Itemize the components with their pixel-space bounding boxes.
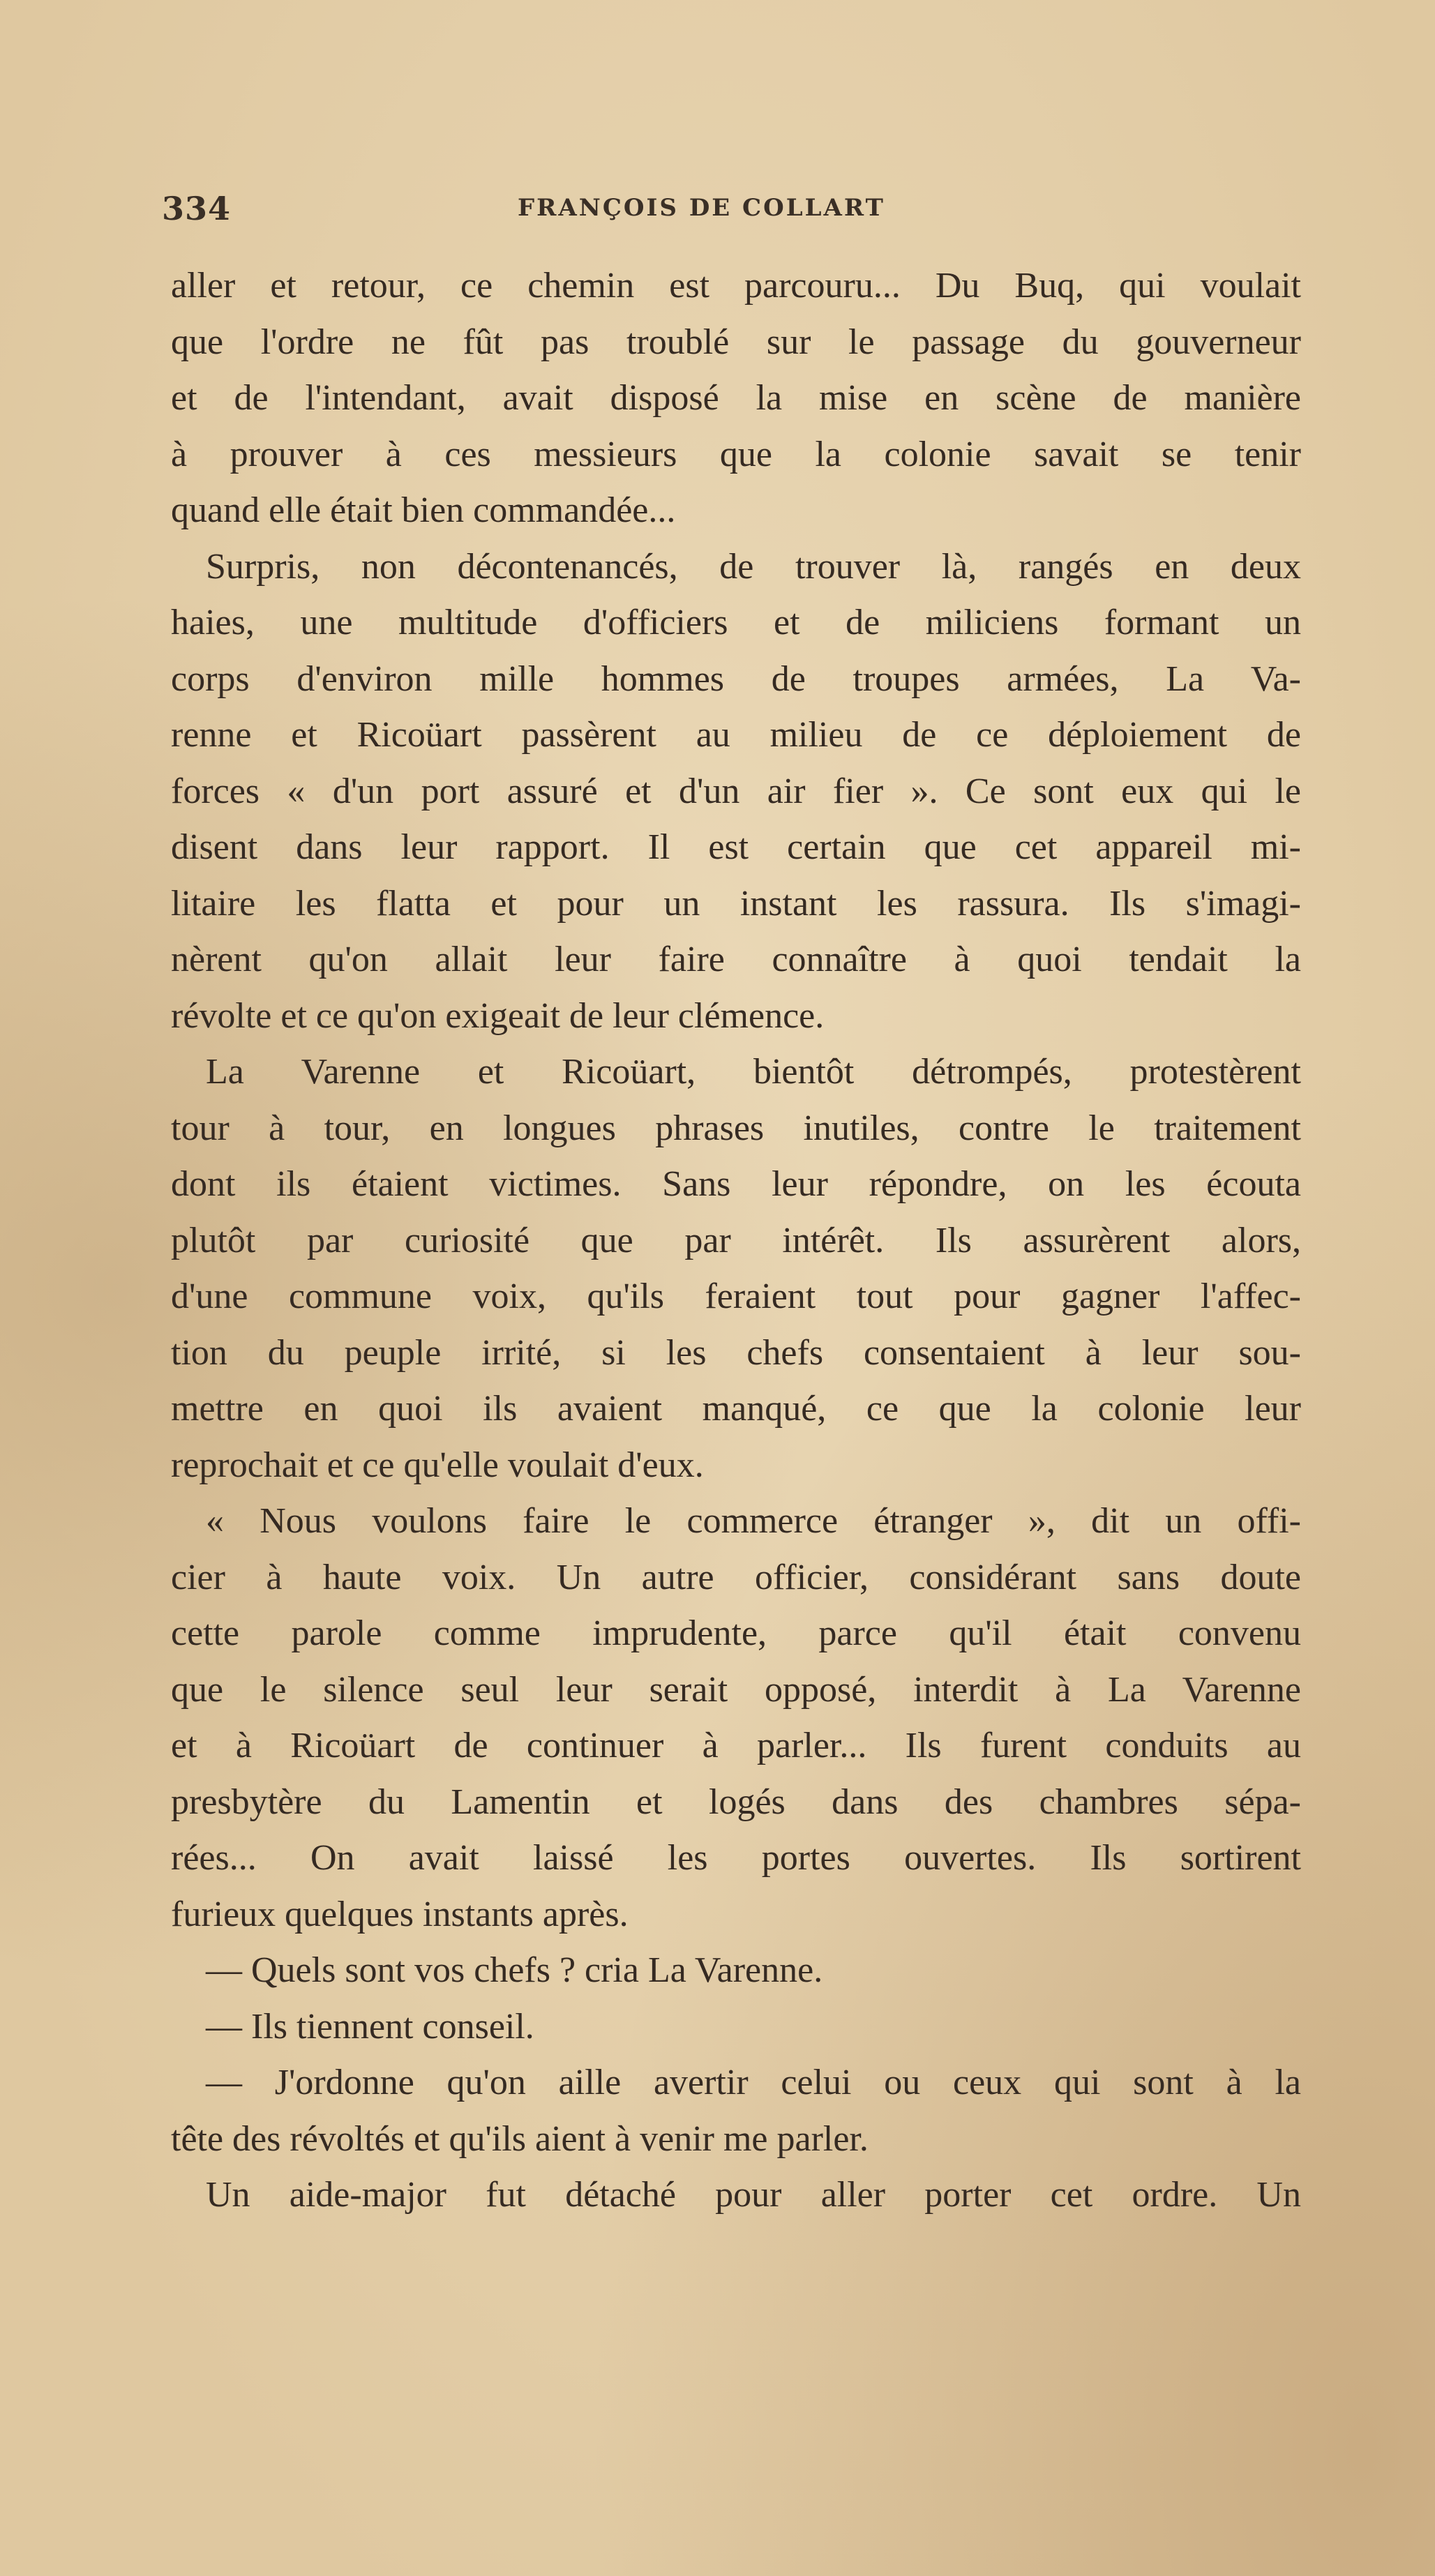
running-head: FRANÇOIS DE COLLART bbox=[518, 194, 885, 222]
text-line: dont ils étaient victimes. Sans leur répondre, on les écouta bbox=[171, 1164, 1301, 1204]
text-line: — Quels sont vos chefs ? cria La Varenne. bbox=[206, 1950, 823, 1990]
text-line: tion du peuple irrité, si les chefs consentaient à leur sou- bbox=[171, 1332, 1301, 1373]
text-line: — Ils tiennent conseil. bbox=[206, 2006, 534, 2047]
text-line: Surpris, non décontenancés, de trouver là, rangés en deux bbox=[206, 546, 1301, 587]
text-line: tête des révoltés et qu'ils aient à venir me parler. bbox=[171, 2118, 869, 2159]
text-line: plutôt par curiosité que par intérêt. Ils assurèrent alors, bbox=[171, 1220, 1301, 1260]
text-line: corps d'environ mille hommes de troupes armées, La Va- bbox=[171, 658, 1301, 699]
text-line: forces « d'un port assuré et d'un air fier ». Ce sont eux qui le bbox=[171, 771, 1301, 811]
text-line: et à Ricoüart de continuer à parler... Ils furent conduits au bbox=[171, 1726, 1301, 1765]
text-line: et de l'intendant, avait disposé la mise en scène de manière bbox=[171, 378, 1301, 418]
page-number: 334 bbox=[162, 190, 232, 227]
text-line: quand elle était bien commandée... bbox=[171, 490, 676, 530]
text-line: aller et retour, ce chemin est parcouru... Du Buq, qui voulait bbox=[171, 266, 1301, 306]
text-line: renne et Ricoüart passèrent au milieu de ce déploiement de bbox=[171, 715, 1301, 755]
text-line: révolte et ce qu'on exigeait de leur clémence. bbox=[171, 995, 825, 1036]
text-line: d'une commune voix, qu'ils feraient tout pour gagner l'affec- bbox=[171, 1276, 1301, 1316]
text-line: à prouver à ces messieurs que la colonie savait se tenir bbox=[171, 434, 1301, 474]
text-line: La Varenne et Ricoüart, bientôt détrompés, protestèrent bbox=[206, 1052, 1301, 1092]
text-line: presbytère du Lamentin et logés dans des chambres sépa- bbox=[171, 1782, 1301, 1822]
text-line: « Nous voulons faire le commerce étranger », dit un offi- bbox=[206, 1501, 1301, 1541]
text-line: que l'ordre ne fût pas troublé sur le passage du gouverneur bbox=[171, 322, 1301, 362]
page-header bbox=[162, 190, 1300, 232]
text-line: reprochait et ce qu'elle voulait d'eux. bbox=[171, 1445, 704, 1485]
body-text bbox=[171, 258, 1301, 2224]
text-line: haies, une multitude d'officiers et de miliciens formant un bbox=[171, 603, 1301, 642]
text-line: cier à haute voix. Un autre officier, considérant sans doute bbox=[171, 1557, 1301, 1597]
text-line: mettre en quoi ils avaient manqué, ce que la colonie leur bbox=[171, 1389, 1301, 1429]
text-line: disent dans leur rapport. Il est certain que cet appareil mi- bbox=[171, 827, 1301, 867]
text-line: cette parole comme imprudente, parce qu'il était convenu bbox=[171, 1613, 1301, 1653]
text-line: furieux quelques instants après. bbox=[171, 1894, 629, 1934]
text-line: que le silence seul leur serait opposé, interdit à La Varenne bbox=[171, 1669, 1301, 1710]
text-line: litaire les flatta et pour un instant les rassura. Ils s'imagi- bbox=[171, 883, 1301, 924]
text-line: tour à tour, en longues phrases inutiles, contre le traitement bbox=[171, 1108, 1301, 1148]
text-line: rées... On avait laissé les portes ouvertes. Ils sortirent bbox=[171, 1838, 1301, 1878]
text-line: Un aide-major fut détaché pour aller porter cet ordre. Un bbox=[206, 2175, 1301, 2215]
text-line: — J'ordonne qu'on aille avertir celui ou ceux qui sont à la bbox=[206, 2063, 1301, 2102]
text-line: nèrent qu'on allait leur faire connaître à quoi tendait la bbox=[171, 940, 1301, 979]
